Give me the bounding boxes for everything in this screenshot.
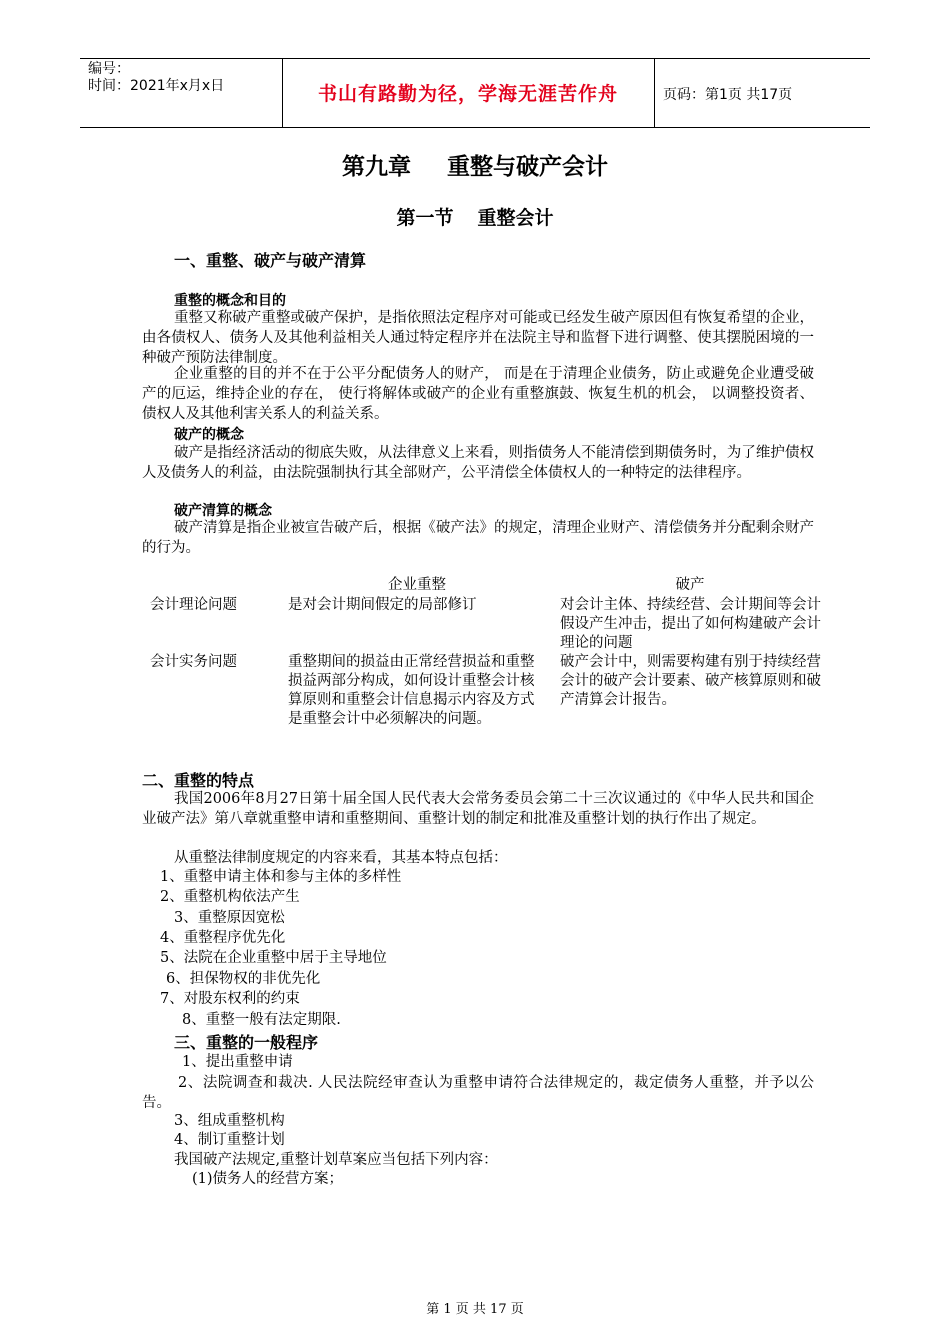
sec2-item: 5、法院在企业重整中居于主导地位: [160, 950, 387, 966]
sec2-item: 2、重整机构依法产生: [160, 889, 300, 905]
sec2-paragraph-1: 我国2006年8月27日第十届全国人民代表大会常务委员会第二十三次议通过的《中华人民共和国企业破产法》第八章就重整申请和重整期间、重整计划的制定和批准及重整计划的执行作出了规定。: [142, 791, 814, 827]
sec1-sub-bankruptcy: 破产的概念: [174, 427, 244, 443]
page-header: [80, 58, 870, 128]
page-footer: 第 1 页 共 17 页: [426, 1302, 524, 1317]
chapter-title: [0, 148, 950, 181]
sec3-item-3: 3、组成重整机构: [174, 1113, 285, 1129]
table-row1-reorg: 是对会计期间假定的局部修订: [288, 597, 477, 613]
sec1-sub-concept: 重整的概念和目的: [174, 293, 286, 309]
header-divider-right: [654, 59, 655, 127]
sec1-sub-liquidation: 破产清算的概念: [174, 503, 272, 519]
table-row2-reorg: 重整期间的损益由正常经营损益和重整损益两部分构成，如何设计重整会计核算原则和重整会计信息揭示内容及方式是重整会计中必须解决的问题。: [288, 654, 535, 727]
sec3-paragraph-1: 我国破产法规定,重整计划草案应当包括下列内容：: [174, 1152, 498, 1168]
sec3-subitem-1: (1)债务人的经营方案；: [192, 1171, 344, 1187]
sec1-paragraph-1: 重整又称破产重整或破产保护，是指依照法定程序对可能或已经发生破产原因但有恢复希望的企业，由各债权人、债务人及其他利益相关人通过特定程序并在法院主导和监督下进行调整、使其摆脱困境的一种破产预防法律制度。: [142, 310, 814, 366]
sec2-item: 6、担保物权的非优先化: [166, 971, 321, 987]
table-row1-bankrupt: 对会计主体、持续经营、会计期间等会计假设产生冲击，提出了如何构建破产会计理论的问题: [560, 597, 821, 651]
sec2-item: 3、重整原因宽松: [174, 910, 285, 926]
sec2-item: 8、重整一般有法定期限.: [182, 1012, 341, 1028]
sec3-heading: 三、重整的一般程序: [174, 1033, 319, 1052]
section-title: [0, 203, 950, 230]
header-motto: 书山有路勤为径，学海无涯苦作舟: [317, 83, 618, 105]
sec3-item-2: 2、法院调查和裁决. 人民法院经审查认为重整申请符合法律规定的，裁定债务人重整，并予以公告。: [142, 1075, 814, 1111]
section-number: 第一节: [396, 207, 454, 229]
sec3-item-1: 1、提出重整申请: [182, 1054, 293, 1070]
sec2-heading: 二、重整的特点: [142, 771, 255, 790]
sec2-paragraph-2: 从重整法律制度规定的内容来看，其基本特点包括：: [174, 850, 508, 866]
header-page-info: 页码：第1页 共17页: [663, 87, 793, 103]
table-row1-label: 会计理论问题: [150, 597, 237, 613]
sec1-paragraph-4: 破产清算是指企业被宣告破产后，根据《破产法》的规定，清理企业财产、清偿债务并分配剩余财产的行为。: [142, 520, 814, 556]
table-header-bankrupt: 破产: [675, 577, 705, 593]
header-meta: [88, 61, 224, 95]
table-row2-label: 会计实务问题: [150, 654, 237, 670]
chapter-number: 第九章: [342, 154, 411, 180]
header-time-label: 时间：2021年x月x日: [88, 78, 225, 94]
sec3-item-4: 4、制订重整计划: [174, 1132, 285, 1148]
chapter-name: 重整与破产会计: [447, 154, 608, 180]
table-header-reorg: 企业重整: [388, 577, 446, 593]
sec2-item: 1、重整申请主体和参与主体的多样性: [160, 869, 402, 885]
sec1-paragraph-3: 破产是指经济活动的彻底失败，从法律意义上来看，则指债务人不能清偿到期债务时，为了维护债权人及债务人的利益，由法院强制执行其全部财产，公平清偿全体债权人的一种特定的法律程序。: [142, 445, 814, 481]
sec2-item: 4、重整程序优先化: [160, 930, 286, 946]
sec2-item: 7、对股东权利的约束: [160, 991, 300, 1007]
header-number-label: 编号：: [88, 61, 130, 77]
sec1-paragraph-2: 企业重整的目的并不在于公平分配债务人的财产， 而是在于清理企业债务，防止或避免企业遭受破产的厄运，维持企业的存在， 使行将解体或破产的企业有重整旗鼓、恢复生机的机会， 以调整投资者、债权人及其他利害关系人的利益关系。: [142, 366, 814, 422]
sec1-heading: 一、重整、破产与破产清算: [174, 251, 367, 270]
table-row2-bankrupt: 破产会计中，则需要构建有别于持续经营会计的破产会计要素、破产核算原则和破产清算会计报告。: [560, 654, 821, 708]
section-name: 重整会计: [477, 207, 554, 229]
